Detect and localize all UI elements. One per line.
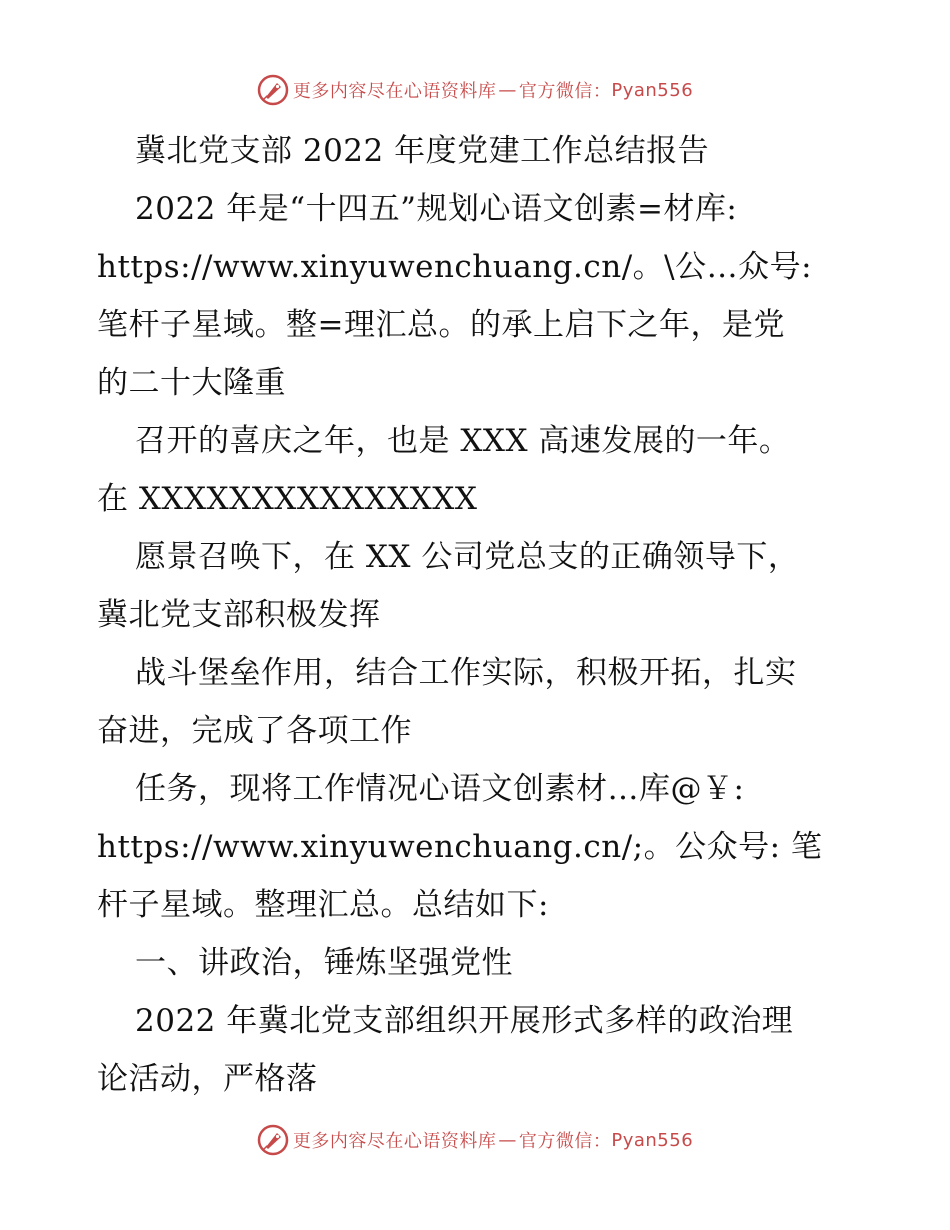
paragraph-line: https://www.xinyuwenchuang.cn/;。公众号: 笔 xyxy=(97,829,823,865)
paragraph-line: 在 XXXXXXXXXXXXXXX xyxy=(97,481,478,517)
section-heading: 一、讲政治，锤炼坚强党性 xyxy=(135,945,513,981)
footer-watermark xyxy=(0,1120,950,1160)
watermark-wechat-label: 官方微信： xyxy=(518,1131,612,1152)
pen-nib-logo-icon xyxy=(257,74,289,106)
watermark-wechat-id: Pyan556 xyxy=(611,79,694,101)
paragraph-line: 的二十大隆重 xyxy=(97,365,286,401)
paragraph-line: 愿景召唤下，在 XX 公司党总支的正确领导下， xyxy=(135,539,800,575)
document-title: 冀北党支部 2022 年度党建工作总结报告 xyxy=(135,133,710,169)
watermark-wechat-id: Pyan556 xyxy=(611,1129,694,1151)
paragraph-line: 召开的喜庆之年，也是 XXX 高速发展的一年。 xyxy=(135,423,791,459)
watermark-text: 更多内容尽在心语资料库 xyxy=(292,1131,497,1152)
watermark-text: 更多内容尽在心语资料库 xyxy=(292,81,497,102)
paragraph-line: 论活动，严格落 xyxy=(97,1061,318,1097)
paragraph-line: 2022 年是“十四五”规划心语文创素=材库: xyxy=(135,191,738,227)
document-body xyxy=(97,122,857,1108)
paragraph-line: 奋进，完成了各项工作 xyxy=(97,713,412,749)
watermark-separator: — xyxy=(498,1129,517,1151)
paragraph-line: 杆子星域。整理汇总。总结如下: xyxy=(97,887,549,923)
watermark-separator: — xyxy=(498,79,517,101)
watermark-wechat-label: 官方微信： xyxy=(518,81,612,102)
paragraph-line: 笔杆子星域。整=理汇总。的承上启下之年，是党 xyxy=(97,307,785,343)
header-watermark xyxy=(0,70,950,110)
paragraph-line: 2022 年冀北党支部组织开展形式多样的政治理 xyxy=(135,1003,794,1039)
paragraph-line: 战斗堡垒作用，结合工作实际，积极开拓，扎实 xyxy=(135,655,797,691)
pen-nib-logo-icon xyxy=(257,1124,289,1156)
paragraph-line: 任务，现将工作情况心语文创素材…库@￥: xyxy=(135,771,745,807)
paragraph-line: 冀北党支部积极发挥 xyxy=(97,597,381,633)
paragraph-line: https://www.xinyuwenchuang.cn/。\公…众号: xyxy=(97,249,813,285)
